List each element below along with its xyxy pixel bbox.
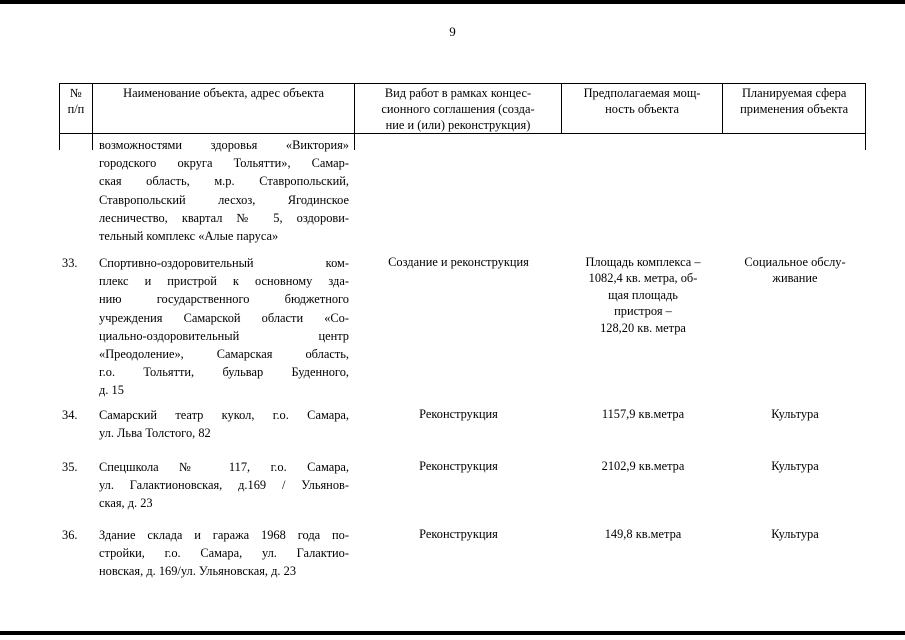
row-sphere-line: живание: [772, 271, 818, 286]
row-name-line: «Преодоление», Самарская область,: [99, 347, 349, 362]
header-name: [93, 84, 355, 133]
row-name-line: Спортивно-оздоровительный ком-: [99, 256, 349, 270]
row-capacity-line: щая площадь: [608, 287, 678, 302]
row-name: [99, 136, 349, 245]
header-number-line: п/п: [67, 102, 85, 116]
header-number: [60, 84, 93, 133]
row-work-type: [355, 406, 562, 422]
row-name-line: ул. Галактионовская, д.169 / Ульянов-: [99, 478, 349, 493]
row-capacity: [562, 458, 724, 474]
row-sphere-line: Социальное обслу-: [744, 255, 846, 269]
table-header: [59, 83, 866, 134]
header-number-line: №: [70, 86, 82, 100]
row-sphere-line: Культура: [771, 527, 819, 541]
row-sphere: [724, 526, 866, 542]
row-name-line: тельный комплекс «Алые паруса»: [99, 229, 279, 244]
row-work-type-line: Реконструкция: [419, 527, 498, 541]
header-capacity-line: ность объекта: [605, 102, 679, 116]
row-name-line: новская, д. 169/ул. Ульяновская, д. 23: [99, 564, 297, 579]
table-border-stub: [354, 134, 355, 150]
row-name-line: Самарский театр кукол, г.о. Самара,: [99, 408, 349, 422]
row-sphere-line: Культура: [771, 459, 819, 473]
row-name-line: стройки, г.о. Самара, ул. Галактио-: [99, 546, 349, 561]
header-capacity: [562, 84, 724, 133]
row-name-line: плекс и пристрой к основному зда-: [99, 274, 349, 289]
header-work-type-line: Вид работ в рамках концес-: [384, 86, 532, 100]
row-sphere: [724, 406, 866, 422]
row-name-line: ская область, м.р. Ставропольский,: [99, 174, 349, 189]
row-capacity-line: 2102,9 кв.метра: [601, 459, 685, 473]
row-number: 33.: [62, 256, 78, 270]
row-name-line: Здание склада и гаража 1968 года по-: [99, 528, 349, 542]
row-capacity-line: 1082,4 кв. метра, об-: [588, 271, 698, 286]
row-work-type-line: Создание и реконструкция: [388, 255, 529, 269]
header-sphere-line: применения объекта: [740, 102, 849, 116]
table-border-stub: [865, 134, 866, 150]
table-border-stub: [92, 134, 93, 150]
row-capacity: [562, 526, 724, 542]
page-number: 9: [449, 24, 456, 39]
table-border-stub: [59, 134, 60, 150]
row-name-line: возможностями здоровья «Виктория»: [99, 138, 349, 152]
row-work-type: [355, 458, 562, 474]
row-number: 36.: [62, 528, 78, 542]
row-capacity: [562, 254, 724, 336]
row-capacity: [562, 406, 724, 422]
row-name-line: нию государственного бюджетного: [99, 292, 349, 307]
bottom-rule: [0, 631, 905, 635]
row-name: [99, 254, 349, 400]
row-number: 35.: [62, 460, 78, 474]
header-sphere: [723, 84, 865, 133]
row-work-type: [355, 526, 562, 542]
top-rule: [0, 0, 905, 4]
row-capacity-line: 128,20 кв. метра: [600, 320, 686, 335]
row-name: [99, 406, 349, 442]
row-name: [99, 526, 349, 581]
row-sphere-line: Культура: [771, 407, 819, 421]
row-sphere: [724, 254, 866, 287]
row-number: 34.: [62, 408, 78, 422]
row-name-line: Ставропольский лесхоз, Ягодинское: [99, 192, 349, 207]
row-work-type: [355, 254, 562, 270]
header-work-type-line: сионного соглашения (созда-: [381, 102, 535, 116]
row-name-line: городского округа Тольятти», Самар-: [99, 156, 349, 171]
row-sphere: [724, 458, 866, 474]
row-name-line: ул. Льва Толстого, 82: [99, 426, 211, 441]
row-name-line: ская, д. 23: [99, 496, 153, 511]
row-capacity-line: 1157,9 кв.метра: [601, 407, 685, 421]
row-work-type-line: Реконструкция: [419, 459, 498, 473]
row-capacity-line: пристроя –: [614, 304, 672, 319]
header-sphere-line: Планируемая сфера: [741, 86, 847, 100]
row-name-line: д. 15: [99, 383, 124, 398]
header-name-line: Наименование объекта, адрес объекта: [123, 86, 325, 100]
row-name-line: циально-оздоровительный центр: [99, 328, 349, 343]
header-work-type: [355, 84, 561, 133]
row-name-line: лесничество, квартал № 5, оздорови-: [99, 210, 349, 225]
header-work-type-line: ние и (или) реконструкция): [385, 118, 531, 132]
row-work-type-line: Реконструкция: [419, 407, 498, 421]
row-capacity-line: 149,8 кв.метра: [604, 527, 682, 541]
row-capacity-line: Площадь комплекса –: [585, 255, 701, 269]
row-name: [99, 458, 349, 513]
row-name-line: Спецшкола № 117, г.о. Самара,: [99, 460, 349, 474]
row-name-line: учреждения Самарской области «Со-: [99, 310, 349, 325]
row-name-line: г.о. Тольятти, бульвар Буденного,: [99, 365, 349, 380]
header-capacity-line: Предполагаемая мощ-: [583, 86, 701, 100]
